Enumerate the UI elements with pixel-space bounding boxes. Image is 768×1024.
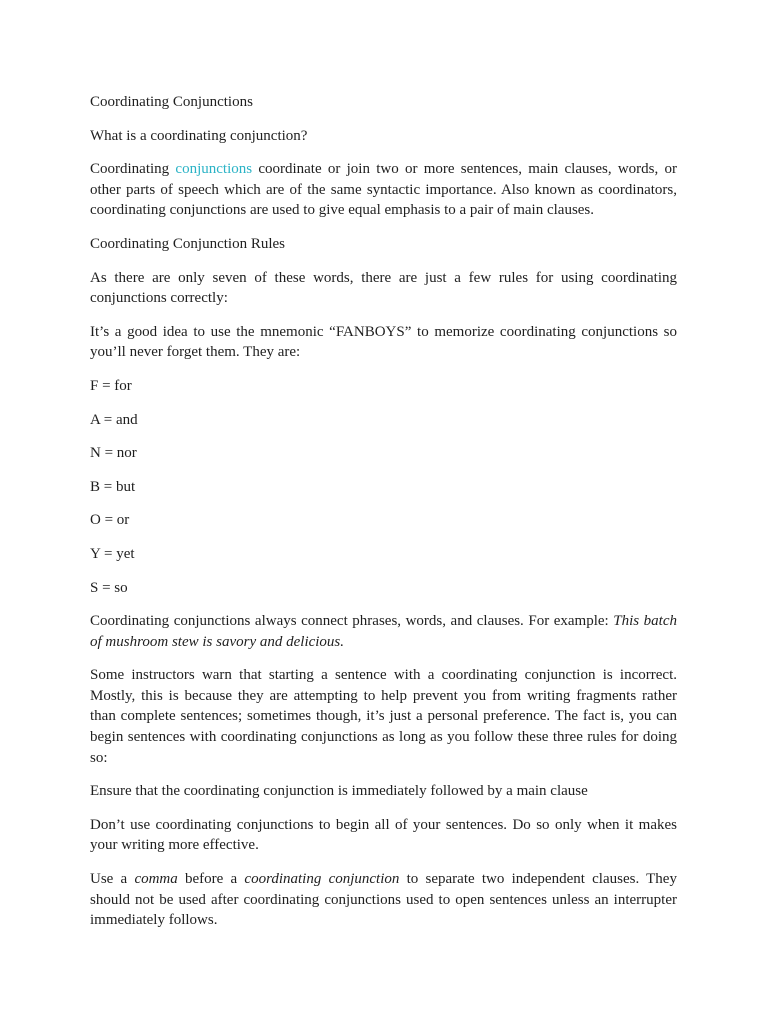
rule-two-paragraph: Don’t use coordinating conjunctions to begin all of your sentences. Do so only when it makes your writing more effective. (90, 816, 677, 854)
rule-three-text-2: before a (177, 871, 245, 888)
rules-intro-paragraph: As there are only seven of these words, there are just a few rules for using coordinating conjunctions correctly: (90, 269, 677, 307)
example-italic-sentence: This batch of mushroom stew is savory and delicious. (90, 613, 677, 650)
mnemonic-paragraph: It’s a good idea to use the mnemonic “FANBOYS” to memorize coordinating conjunctions so you’ll never forget them. They are: (90, 323, 677, 361)
fanboys-item: A = and (90, 411, 138, 428)
fanboys-item: F = for (90, 377, 132, 394)
fanboys-item: B = but (90, 478, 136, 495)
instructors-paragraph: Some instructors warn that starting a sentence with a coordinating conjunction is incorrect. Mostly, this is because they are attempting to help prevent you from writing fragments rather than complete sentences; sometimes though, it’s just a personal preference. The fact is, you can begin sentences with coordinating conjunctions as long as you follow these three rules for doing so: (90, 667, 677, 766)
conjunctions-link[interactable]: conjunctions (175, 161, 253, 178)
example-text: Coordinating conjunctions always connect phrases, words, and clauses. For example: (90, 613, 614, 630)
document-title: Coordinating Conjunctions (90, 94, 253, 110)
rule-three-text-3: to separate two independent clauses. They should not be used after coordinating conjunctions used to open sentences unless an interrupter immediately follows. (90, 871, 677, 929)
rule-three-text-1: Use a (90, 871, 135, 888)
intro-paragraph (90, 159, 677, 221)
rule-three-italic-comma: comma (134, 871, 178, 888)
document-body (90, 92, 677, 944)
fanboys-list (90, 376, 677, 598)
fanboys-item: N = nor (90, 445, 137, 462)
rule-one-paragraph: Ensure that the coordinating conjunction is immediately followed by a main clause (90, 783, 588, 800)
question-paragraph: What is a coordinating conjunction? (90, 127, 308, 144)
fanboys-item: Y = yet (90, 545, 135, 562)
rule-three-italic-conjunction: coordinating conjunction (244, 871, 400, 888)
intro-text-after-link: coordinate or join two or more sentences, main clauses, words, or other parts of speech which are of the same syntactic importance. Also known as coordinators, coordinating conjunctions are used to give equal emphasis to a pair of main clauses. (90, 161, 677, 219)
intro-text-before-link: Coordinating (90, 161, 176, 178)
rules-heading: Coordinating Conjunction Rules (90, 235, 285, 252)
fanboys-item: S = so (90, 579, 128, 596)
rule-three-paragraph (90, 869, 677, 931)
example-paragraph (90, 611, 677, 652)
fanboys-item: O = or (90, 512, 130, 529)
